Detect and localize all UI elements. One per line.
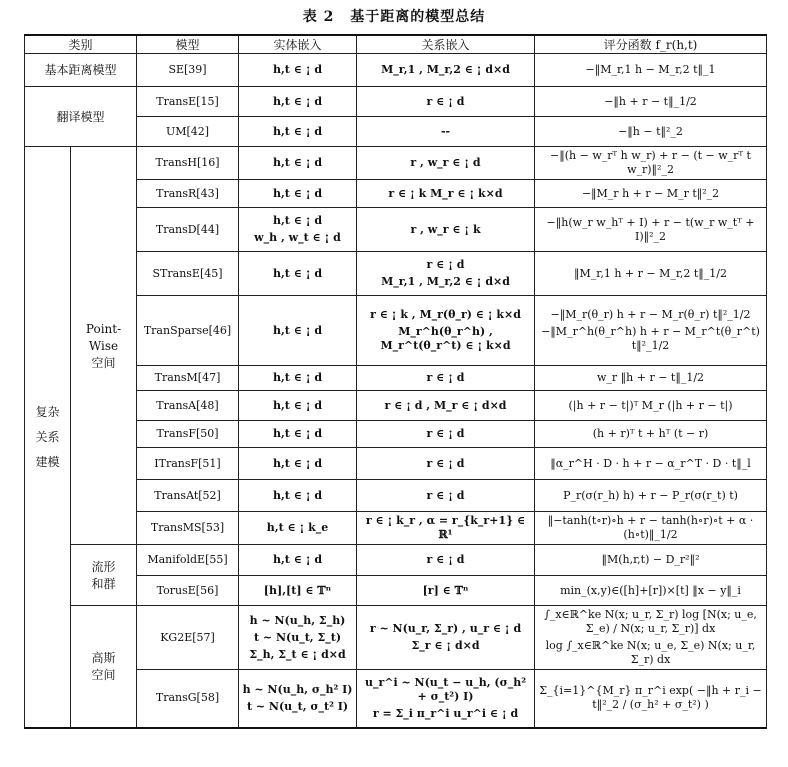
relation-cell-line: r , w_r ∈ ¡ k <box>410 222 481 236</box>
score-cell-line: ∫_x∈ℝ^ke N(x; u_r, Σ_r) log [N(x; u_e, Σ_e) / N(x; u_r, Σ_r)] dx <box>544 608 757 635</box>
model-cell <box>137 147 239 180</box>
score-cell-line: Σ_{i=1}^{M_r} π_r^i exp( −‖h + r_i − t‖²_2 / (σ_h² + σ_t²) ) <box>539 684 762 712</box>
entity-cell <box>239 606 357 670</box>
group-basic-text: 基本距离模型 <box>44 63 117 77</box>
entity-cell <box>239 296 357 366</box>
entity-cell-line: [h],[t] ∈ 𝕋ⁿ <box>263 583 332 597</box>
model-cell <box>137 117 239 147</box>
relation-cell-line: r ∈ ¡ d <box>426 94 465 108</box>
relation-cell <box>357 54 535 87</box>
relation-cell-line: -- <box>440 124 451 138</box>
relation-cell-line: M_r^h(θ_r^h) , M_r^t(θ_r^t) ∈ ¡ k×d <box>380 325 511 352</box>
entity-cell-line: h,t ∈ ¡ d <box>272 214 323 227</box>
group-complex <box>25 147 71 728</box>
score-cell-line: −‖(h − w_rᵀ h w_r) + r − (t − w_rᵀ t w_r)‖²_2 <box>550 149 751 176</box>
score-cell-line: (|h + r − t|)ᵀ M_r (|h + r − t|) <box>568 398 733 412</box>
relation-cell <box>357 147 535 180</box>
relation-cell <box>357 180 535 208</box>
table-row <box>25 448 767 480</box>
entity-cell-line: h,t ∈ ¡ d <box>272 371 323 384</box>
group-translation <box>25 87 137 147</box>
score-cell-line: w_r ‖h + r − t‖_1/2 <box>596 371 705 384</box>
model-cell-line: SE[39] <box>168 63 207 76</box>
score-cell <box>535 252 767 296</box>
score-cell <box>535 54 767 87</box>
entity-cell <box>239 512 357 545</box>
relation-cell-line: r ∈ ¡ k_r , α = r_{k_r+1} ∈ ℝ¹ <box>365 514 526 541</box>
relation-cell <box>357 366 535 391</box>
model-cell-line: TranSparse[46] <box>143 323 232 337</box>
relation-cell <box>357 512 535 545</box>
table-row <box>25 296 767 366</box>
model-cell <box>137 421 239 448</box>
model-cell <box>137 180 239 208</box>
score-cell <box>535 512 767 545</box>
table-row <box>25 180 767 208</box>
entity-cell-line: h,t ∈ ¡ d <box>272 427 323 440</box>
entity-cell <box>239 480 357 512</box>
score-cell <box>535 421 767 448</box>
model-cell <box>137 366 239 391</box>
score-cell-line: min_(x,y)∈([h]+[r])×[t] ‖x − y‖_i <box>560 583 741 597</box>
relation-cell-line: r ∈ ¡ d <box>426 258 465 271</box>
score-cell <box>535 87 767 117</box>
model-cell-line: TransAt[52] <box>154 488 221 502</box>
model-cell <box>137 512 239 545</box>
model-cell <box>137 252 239 296</box>
model-cell-line: TransMS[53] <box>150 521 225 534</box>
group-manifold-text: 和群 <box>91 576 116 591</box>
model-cell <box>137 208 239 252</box>
relation-cell <box>357 391 535 421</box>
score-cell <box>535 147 767 180</box>
relation-cell-line: u_r^i ~ N(u_t − u_h, (σ_h² + σ_t²) I) <box>364 675 527 703</box>
entity-cell <box>239 670 357 728</box>
score-cell-line: −‖M_r^h(θ_r^h) h + r − M_r^t(θ_r^t) t‖²_1/2 <box>541 325 760 352</box>
table-row <box>25 54 767 87</box>
model-cell-line: ITransF[51] <box>154 456 221 470</box>
relation-cell-line: Σ_r ∈ ¡ d×d <box>411 639 480 652</box>
entity-cell <box>239 180 357 208</box>
group-gaussian <box>71 606 137 728</box>
group-basic <box>25 54 137 87</box>
score-cell <box>535 545 767 576</box>
entity-cell-line: h,t ∈ ¡ d <box>272 553 323 566</box>
entity-cell <box>239 54 357 87</box>
entity-cell <box>239 117 357 147</box>
relation-cell-line: r ∈ ¡ k M_r ∈ ¡ k×d <box>388 186 503 200</box>
entity-cell <box>239 87 357 117</box>
score-cell <box>535 180 767 208</box>
score-cell <box>535 606 767 670</box>
table-row <box>25 366 767 391</box>
group-pointwise <box>71 147 137 545</box>
relation-cell-line: r ∈ ¡ k , M_r(θ_r) ∈ ¡ k×d <box>370 308 521 321</box>
table-row <box>25 147 767 180</box>
entity-cell-line: Σ_h, Σ_t ∈ ¡ d×d <box>249 647 346 661</box>
model-cell-line: TransG[58] <box>155 691 220 705</box>
relation-cell <box>357 296 535 366</box>
entity-cell-line: h,t ∈ ¡ d <box>272 63 323 76</box>
score-cell <box>535 296 767 366</box>
entity-cell-line: h ~ N(u_h, Σ_h) <box>249 613 346 627</box>
model-cell <box>137 670 239 728</box>
relation-cell-line: r ∈ ¡ d , M_r ∈ ¡ d×d <box>384 398 507 412</box>
group-manifold <box>71 545 137 606</box>
relation-cell <box>357 545 535 576</box>
model-cell <box>137 391 239 421</box>
entity-cell-line: h,t ∈ ¡ d <box>272 186 323 200</box>
relation-cell-line: r ~ N(u_r, Σ_r) , u_r ∈ ¡ d <box>369 622 522 635</box>
model-cell <box>137 448 239 480</box>
group-pointwise-text: Wise <box>88 338 119 353</box>
entity-cell <box>239 366 357 391</box>
entity-cell-line: h,t ∈ ¡ d <box>272 156 323 169</box>
model-cell <box>137 545 239 576</box>
score-cell-line: ‖α_r^H · D · h + r − α_r^T · D · t‖_l <box>550 456 751 470</box>
model-cell-line: TransH[16] <box>155 156 220 169</box>
relation-cell <box>357 606 535 670</box>
table-row <box>25 421 767 448</box>
relation-cell <box>357 117 535 147</box>
score-cell-line: −‖h − t‖²_2 <box>618 124 683 138</box>
entity-cell-line: h,t ∈ ¡ d <box>272 266 323 280</box>
score-cell-line: −‖h + r − t‖_1/2 <box>604 94 697 108</box>
relation-cell <box>357 670 535 728</box>
header-entity: 实体嵌入 <box>239 35 357 54</box>
table-row <box>25 87 767 117</box>
model-cell <box>137 296 239 366</box>
entity-cell <box>239 421 357 448</box>
header-relation: 关系嵌入 <box>357 35 535 54</box>
entity-cell-line: h,t ∈ ¡ d <box>272 323 323 337</box>
table-row <box>25 606 767 670</box>
group-manifold-text: 流形 <box>91 559 116 574</box>
table-row <box>25 391 767 421</box>
score-cell <box>535 576 767 606</box>
score-cell-line: ‖M_r,1 h + r − M_r,2 t‖_1/2 <box>574 266 728 280</box>
relation-cell-line: M_r,1 , M_r,2 ∈ ¡ d×d <box>381 275 510 288</box>
relation-cell <box>357 87 535 117</box>
entity-cell-line: t ~ N(u_t, σ_t² I) <box>246 699 349 713</box>
relation-cell-line: r ∈ ¡ d <box>426 427 465 440</box>
group-pointwise-text: Point- <box>85 321 122 336</box>
model-cell <box>137 54 239 87</box>
model-cell <box>137 480 239 512</box>
entity-cell <box>239 576 357 606</box>
score-cell <box>535 480 767 512</box>
entity-cell <box>239 391 357 421</box>
entity-cell-line: w_h , w_t ∈ ¡ d <box>254 231 341 244</box>
entity-cell-line: h ~ N(u_h, σ_h² I) <box>242 682 353 696</box>
score-cell-line: −‖M_r h + r − M_r t‖²_2 <box>581 186 720 200</box>
score-cell <box>535 391 767 421</box>
relation-cell-line: [r] ∈ 𝕋ⁿ <box>422 583 469 597</box>
model-cell-line: TransR[43] <box>156 186 219 200</box>
table-row <box>25 252 767 296</box>
score-cell-line: ‖M(h,r,t) − D_r²‖² <box>601 553 700 566</box>
relation-cell <box>357 480 535 512</box>
table-row <box>25 480 767 512</box>
table-row <box>25 512 767 545</box>
model-cell-line: TransE[15] <box>156 94 219 108</box>
score-cell-line: −‖M_r,1 h − M_r,2 t‖_1 <box>585 63 716 76</box>
entity-cell <box>239 448 357 480</box>
entity-cell-line: h,t ∈ ¡ d <box>272 488 323 502</box>
group-complex-text: 建模 <box>35 454 60 469</box>
score-cell <box>535 448 767 480</box>
model-cell-line: ManifoldE[55] <box>147 553 228 566</box>
table-row <box>25 545 767 576</box>
score-cell-line: ‖−tanh(t∘r)∘h + r − tanh(h∘r)∘t + α · (h∘t)‖_1/2 <box>547 514 754 541</box>
score-cell <box>535 208 767 252</box>
group-complex-text: 关系 <box>35 429 60 444</box>
group-gaussian-text: 空间 <box>91 667 116 682</box>
entity-cell <box>239 208 357 252</box>
relation-cell-line: r ∈ ¡ d <box>426 488 465 502</box>
model-cell <box>137 87 239 117</box>
table-caption <box>0 6 788 26</box>
score-cell-line: −‖h(w_r w_hᵀ + I) + r − t(w_r w_tᵀ + I)‖²_2 <box>546 215 755 243</box>
header-score: 评分函数 f_r(h,t) <box>535 35 767 54</box>
table-row <box>25 670 767 728</box>
header-row <box>25 35 767 54</box>
entity-cell <box>239 147 357 180</box>
relation-cell-line: M_r,1 , M_r,2 ∈ ¡ d×d <box>381 63 510 76</box>
model-cell-line: STransE[45] <box>152 266 223 280</box>
score-cell-line: −‖M_r(θ_r) h + r − M_r(θ_r) t‖²_1/2 <box>550 308 751 321</box>
entity-cell-line: h,t ∈ ¡ k_e <box>266 521 329 534</box>
relation-cell <box>357 576 535 606</box>
model-cell-line: KG2E[57] <box>160 630 215 644</box>
model-cell-line: TorusE[56] <box>156 583 219 597</box>
model-cell-line: TransF[50] <box>156 427 219 440</box>
model-cell-line: TransM[47] <box>154 371 221 384</box>
score-cell <box>535 366 767 391</box>
entity-cell-line: h,t ∈ ¡ d <box>272 398 323 412</box>
caption-title: 基于距离的模型总结 <box>350 9 486 25</box>
entity-cell-line: h,t ∈ ¡ d <box>272 124 323 138</box>
table-row <box>25 117 767 147</box>
score-cell-line: (h + r)ᵀ t + hᵀ (t − r) <box>592 427 709 440</box>
model-cell-line: UM[42] <box>165 124 210 138</box>
score-cell-line: log ∫_x∈ℝ^ke N(x; u_e, Σ_e) N(x; u_r, Σ_r) dx <box>545 639 756 666</box>
group-gaussian-text: 高斯 <box>91 650 116 665</box>
relation-cell-line: r ∈ ¡ d <box>426 371 465 384</box>
score-cell-line: P_r(σ(r_h) h) + r − P_r(σ(r_t) t) <box>563 488 738 502</box>
group-complex-text: 复杂 <box>35 404 60 419</box>
score-cell <box>535 670 767 728</box>
entity-cell-line: h,t ∈ ¡ d <box>272 94 323 108</box>
relation-cell-line: r , w_r ∈ ¡ d <box>410 156 481 169</box>
model-cell-line: TransD[44] <box>155 222 220 236</box>
model-cell-line: TransA[48] <box>156 398 219 412</box>
relation-cell-line: r ∈ ¡ d <box>426 553 465 566</box>
group-pointwise-text: 空间 <box>91 355 116 370</box>
score-cell <box>535 117 767 147</box>
header-model: 模型 <box>137 35 239 54</box>
relation-cell-line: r = Σ_i π_r^i u_r^i ∈ ¡ d <box>372 706 519 720</box>
relation-cell <box>357 448 535 480</box>
entity-cell <box>239 252 357 296</box>
table-row <box>25 208 767 252</box>
entity-cell-line: t ~ N(u_t, Σ_t) <box>254 630 342 644</box>
relation-cell <box>357 208 535 252</box>
table-row <box>25 576 767 606</box>
group-translation-text: 翻译模型 <box>56 109 105 124</box>
header-category: 类别 <box>25 35 137 54</box>
entity-cell <box>239 545 357 576</box>
relation-cell-line: r ∈ ¡ d <box>426 456 465 470</box>
caption-label: 表 2 <box>302 9 335 25</box>
entity-cell-line: h,t ∈ ¡ d <box>272 456 323 470</box>
relation-cell <box>357 252 535 296</box>
model-cell <box>137 606 239 670</box>
model-summary-table <box>24 34 767 729</box>
model-cell <box>137 576 239 606</box>
relation-cell <box>357 421 535 448</box>
